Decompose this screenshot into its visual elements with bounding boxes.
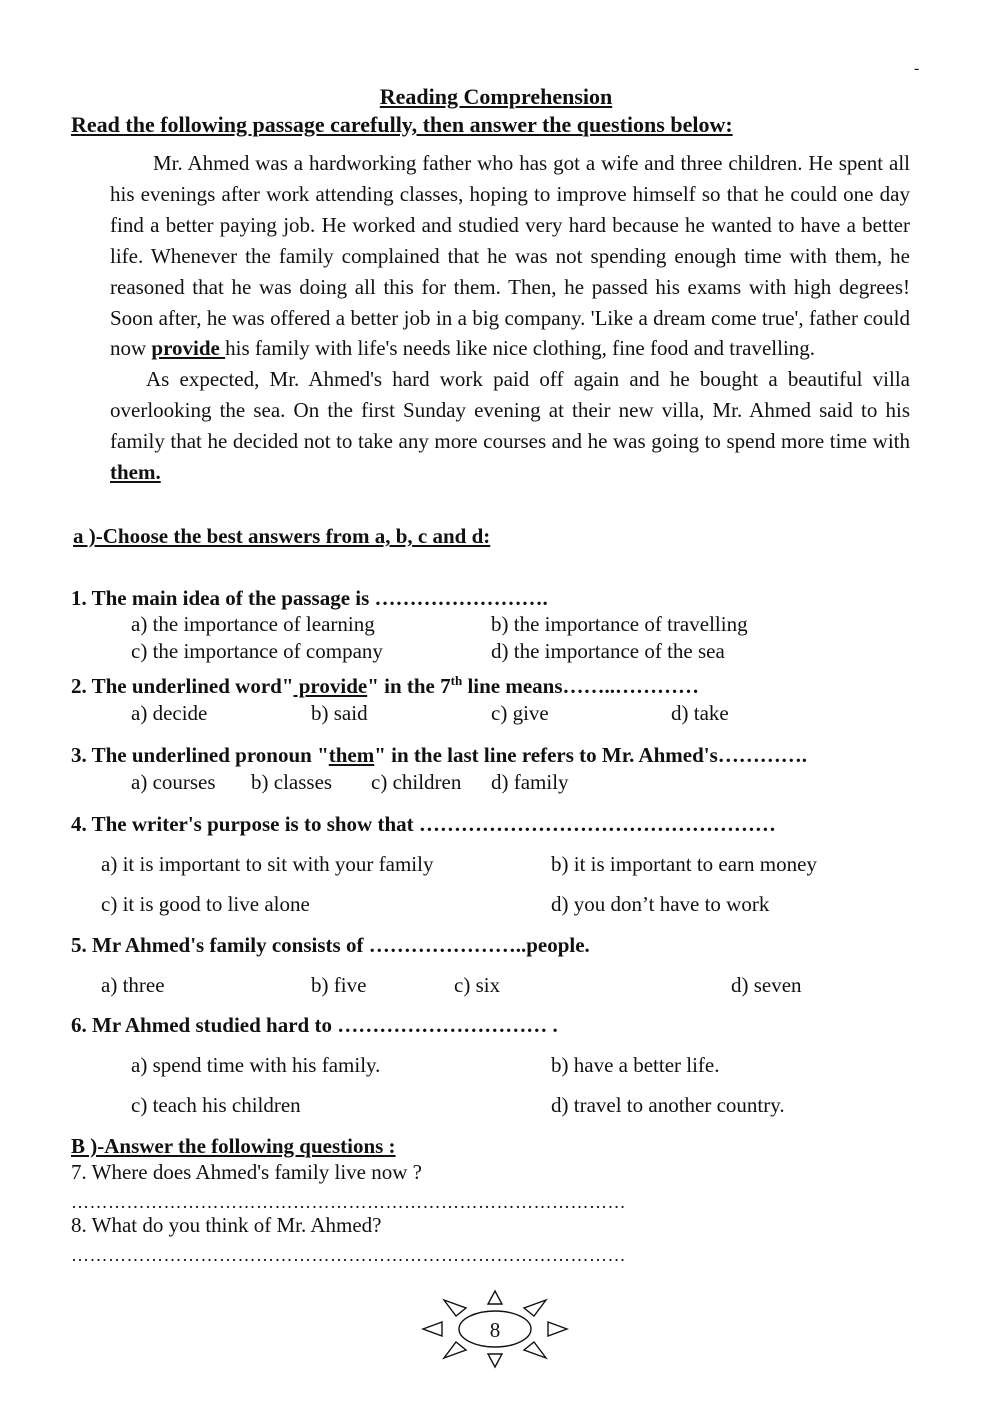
q2-underlined-word: provide [293, 674, 368, 698]
question-5: 5. Mr Ahmed's family consists of …………………..people. [71, 933, 590, 957]
q6-option-b: b) have a better life. [551, 1053, 720, 1077]
question-4: 4. The writer's purpose is to show that …………………………………………… [71, 812, 776, 836]
question-8: 8. What do you think of Mr. Ahmed? [71, 1213, 382, 1237]
q3-underlined-word: them [328, 743, 375, 767]
sun-ray-icon [444, 1300, 466, 1316]
sun-ray-icon [524, 1300, 546, 1316]
q5-option-c: c) six [454, 973, 501, 997]
q2-option-b: b) said [311, 701, 368, 725]
q3-text-start: 3. The underlined pronoun " [71, 743, 329, 767]
question-7: 7. Where does Ahmed's family live now ? [71, 1160, 422, 1184]
question-1: 1. The main idea of the passage is ……………………. [71, 586, 548, 610]
passage-text: his family with life's needs like nice clothing, fine food and travelling. [225, 336, 816, 361]
q5-option-a: a) three [101, 973, 165, 997]
q4-option-d: d) you don’t have to work [551, 892, 770, 916]
sun-page-number-ornament [420, 1288, 570, 1370]
question-2 [71, 674, 699, 699]
q1-option-d: d) the importance of the sea [491, 639, 725, 663]
answer-line-7[interactable]: ……………………………………………………………………………… [71, 1192, 626, 1212]
q3-text-end: " in the last line refers to Mr. Ahmed's…………. [374, 743, 808, 767]
page-number: 8 [489, 1318, 501, 1342]
q3-option-c: c) children [371, 770, 462, 794]
corner-mark: - [914, 60, 920, 77]
section-a-heading: a )-Choose the best answers from a, b, c and d: [73, 524, 491, 548]
q5-option-d: d) seven [731, 973, 802, 997]
sun-ray-icon [524, 1342, 546, 1358]
underlined-word-them: them. [110, 460, 161, 485]
q5-option-b: b) five [311, 973, 367, 997]
passage-paragraph-2 [110, 364, 910, 488]
q6-option-d: d) travel to another country. [551, 1093, 785, 1117]
q1-option-c: c) the importance of company [131, 639, 383, 663]
instruction: Read the following passage carefully, then answer the questions below: [71, 112, 733, 137]
q1-option-b: b) the importance of travelling [491, 612, 748, 636]
question-3 [71, 743, 807, 768]
passage-paragraph-1 [110, 148, 910, 364]
page-title: Reading Comprehension [379, 84, 613, 109]
sun-ray-icon [444, 1342, 466, 1358]
q3-option-d: d) family [491, 770, 569, 794]
q2-option-a: a) decide [131, 701, 208, 725]
q2-text-start: 2. The underlined word" [71, 674, 294, 698]
q3-option-b: b) classes [251, 770, 333, 794]
q2-option-d: d) take [671, 701, 729, 725]
q6-option-a: a) spend time with his family. [131, 1053, 381, 1077]
sun-ray-icon [423, 1322, 442, 1336]
sun-ray-icon [488, 1291, 502, 1304]
q4-option-c: c) it is good to live alone [101, 892, 310, 916]
q1-option-a: a) the importance of learning [131, 612, 375, 636]
passage-text: As expected, Mr. Ahmed's hard work paid off again and he bought a beautiful villa overlooking the sea. On the first Sunday evening at their new villa, Mr. Ahmed said to his family that he decided not to take any more courses and he was going to spend more time with [110, 367, 910, 454]
q2-superscript: th [450, 673, 463, 688]
answer-line-8[interactable]: ……………………………………………………………………………… [71, 1245, 626, 1265]
q4-option-b: b) it is important to earn money [551, 852, 817, 876]
reading-passage [110, 148, 910, 488]
section-b-heading: B )-Answer the following questions : [71, 1134, 396, 1158]
q4-option-a: a) it is important to sit with your family [101, 852, 434, 876]
underlined-word-provide: provide [151, 336, 226, 361]
sun-ray-icon [488, 1354, 502, 1367]
passage-text: Mr. Ahmed was a hardworking father who has got a wife and three children. He spent all his evenings after work attending classes, hoping to improve himself so that he could one day find a better paying job. He worked and studied very hard because he wanted to have a better life. Whenever the family complained that he was not spending enough time with them, he reasoned that he was doing all this for them. Then, he passed his exams with high degrees! Soon after, he was offered a better job in a big company. 'Like a dream come true', father could now [110, 151, 910, 361]
q3-option-a: a) courses [131, 770, 216, 794]
question-6: 6. Mr Ahmed studied hard to ………………………… . [71, 1013, 558, 1037]
q2-text-end: line means……..………… [462, 674, 700, 698]
q2-text-mid: " in the 7 [367, 674, 451, 698]
q2-option-c: c) give [491, 701, 549, 725]
sun-ray-icon [548, 1322, 567, 1336]
q6-option-c: c) teach his children [131, 1093, 301, 1117]
